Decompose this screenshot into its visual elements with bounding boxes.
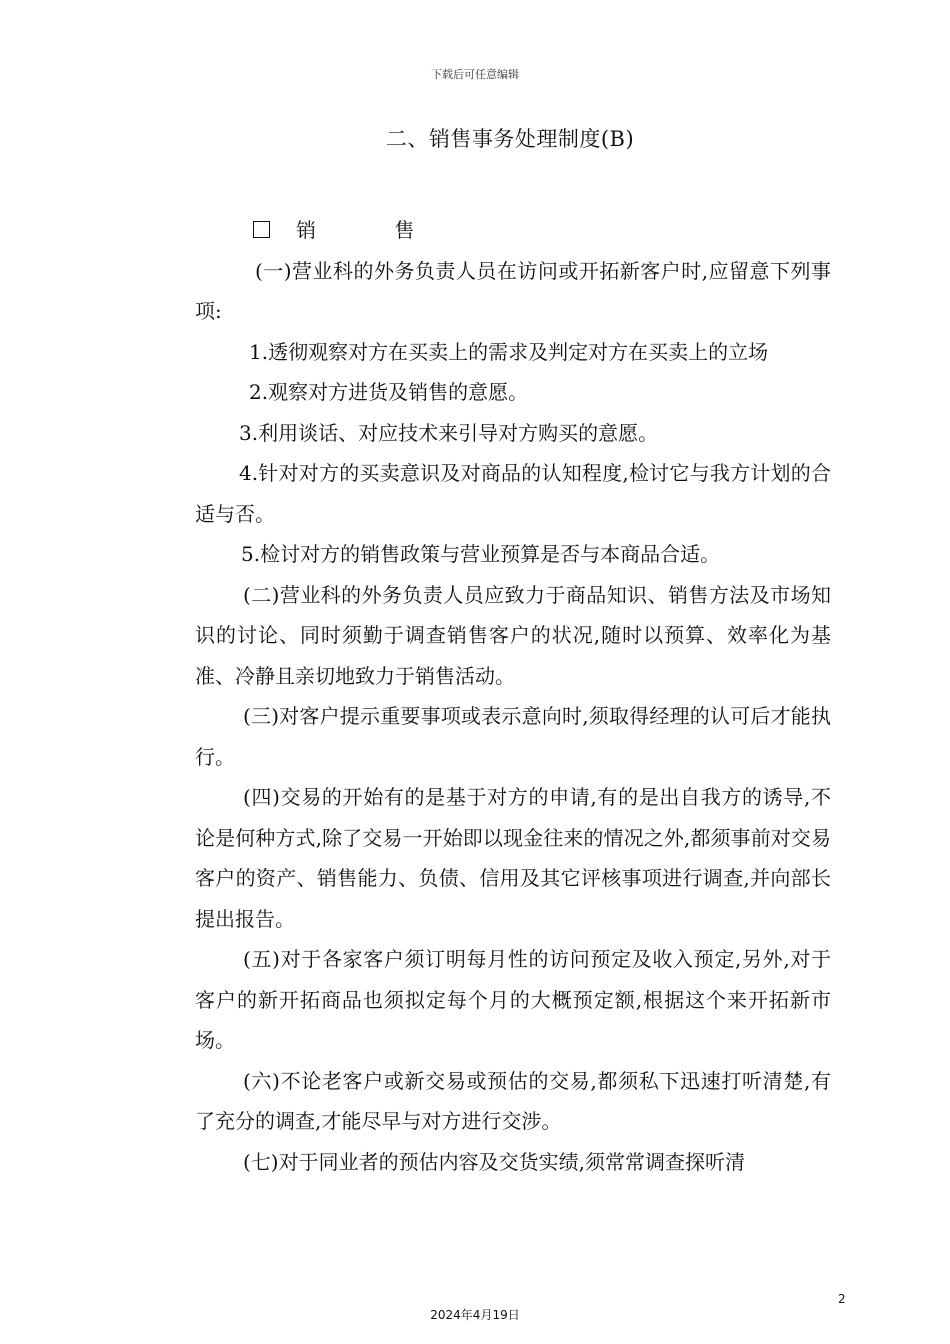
paragraph-item-5: (五)对于各家客户须订明每月性的访问预定及收入预定,另外,对于客户的新开拓商品也须拟定每个月的大概预定额,根据这个来开拓新市场。: [195, 947, 831, 1052]
document-title: 二、销售事务处理制度(B): [385, 127, 635, 151]
paragraph-item-3: (三)对客户提示重要事项或表示意向时,须取得经理的认可后才能执行。: [195, 704, 831, 769]
checkbox-square-icon: [253, 221, 270, 238]
paragraph-item-1: (一)营业科的外务负责人员在访问或开拓新客户时,应留意下列事项:: [195, 258, 831, 323]
paragraph-subitem-5: 5.检讨对方的销售政策与营业预算是否与本商品合适。: [241, 542, 721, 566]
footer-date: 2024年4月19日: [430, 1308, 520, 1322]
section-heading: [195, 210, 831, 251]
section-heading-text: 销 售: [296, 218, 451, 242]
page-number: 2: [838, 1292, 846, 1306]
paragraph-item-4: (四)交易的开始有的是基于对方的申请,有的是出自我方的诱导,不论是何种方式,除了交易一开始即以现金往来的情况之外,都须事前对交易客户的资产、销售能力、负债、信用及其它评核事项进行调查,并向部长提出报告。: [195, 785, 831, 931]
paragraph-item-6: (六)不论老客户或新交易或预估的交易,都须私下迅速打听清楚,有了充分的调查,才能尽早与对方进行交涉。: [195, 1068, 831, 1133]
paragraph-subitem-2: 2.观察对方进货及销售的意愿。: [249, 380, 529, 404]
paragraph-item-7: (七)对于同业者的预估内容及交货实绩,须常常调查探听清: [243, 1149, 745, 1174]
paragraph-subitem-3: 3.利用谈话、对应技术来引导对方购买的意愿。: [239, 420, 659, 445]
paragraph-item-2: (二)营业科的外务负责人员应致力于商品知识、销售方法及市场知识的讨论、同时须勤于调查销售客户的状况,随时以预算、效率化为基准、冷静且亲切地致力于销售活动。: [195, 582, 831, 688]
paragraph-subitem-4: 4.针对对方的买卖意识及对商品的认知程度,检讨它与我方计划的合适与否。: [195, 461, 831, 526]
paragraph-subitem-1: 1.透彻观察对方在买卖上的需求及判定对方在买卖上的立场: [249, 339, 769, 364]
header-note: 下载后可任意编辑: [431, 68, 519, 81]
document-body: [195, 210, 831, 1182]
